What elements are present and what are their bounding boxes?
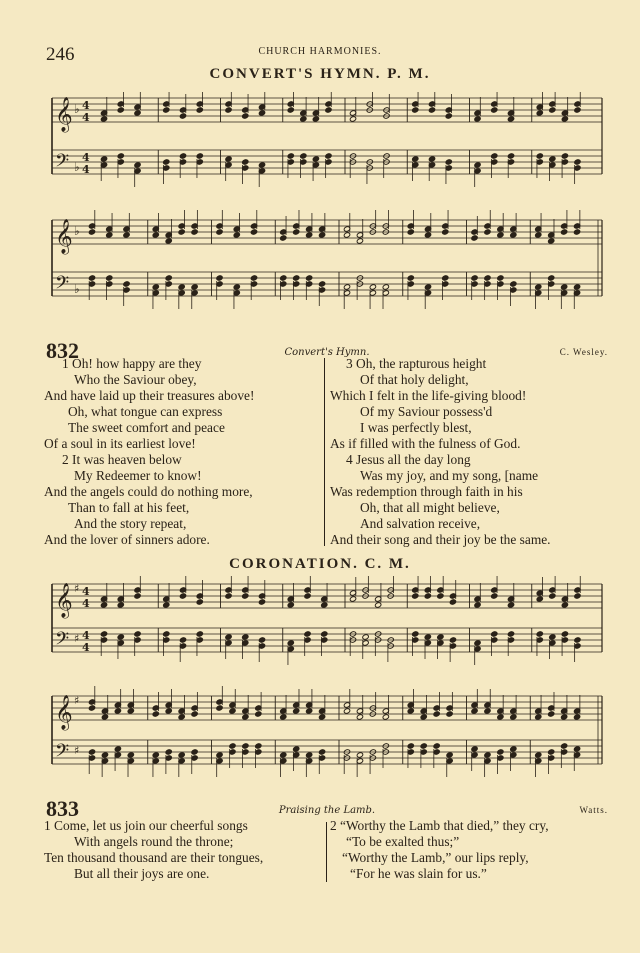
note-head — [242, 159, 249, 165]
note-head — [442, 275, 449, 281]
hymn-number: 833 — [46, 796, 79, 821]
note-head — [471, 746, 478, 752]
note-head — [163, 159, 170, 165]
note-head — [445, 159, 452, 165]
note-head — [196, 107, 203, 113]
note-head — [536, 631, 543, 637]
note-head — [242, 714, 249, 720]
verse-line: Was my joy, and my song, [name — [360, 468, 539, 483]
note-head — [88, 705, 95, 711]
note-head — [428, 107, 435, 113]
hymn-author: Watts. — [579, 805, 608, 815]
music-score-coronation — [46, 576, 608, 786]
note-head — [306, 752, 313, 758]
note-head — [163, 602, 170, 608]
note-head — [179, 593, 186, 599]
time-signature: 4 — [82, 629, 90, 642]
note-head — [179, 153, 186, 159]
note-head — [258, 162, 265, 168]
note-head — [117, 602, 124, 608]
verse-line: And have laid up their treasures above! — [44, 388, 255, 403]
verse-line: And their song and their joy be the same. — [330, 532, 551, 547]
note-head — [242, 634, 249, 640]
note-head — [229, 743, 236, 749]
note-head — [343, 708, 350, 714]
note-head — [484, 752, 491, 758]
note-head — [497, 749, 504, 755]
note-head — [287, 640, 294, 646]
note-head — [497, 275, 504, 281]
note-head — [293, 275, 300, 281]
note-head — [471, 708, 478, 714]
note-head — [165, 749, 172, 755]
verse-line: And the story repeat, — [74, 516, 187, 531]
note-head — [471, 235, 478, 241]
note-head — [255, 711, 262, 717]
note-head — [420, 714, 427, 720]
note-head — [216, 752, 223, 758]
tune-title-coronation: CORONATION. C. M. — [229, 556, 411, 572]
verse-line: The sweet comfort and peace — [68, 420, 225, 435]
note-head — [88, 229, 95, 235]
note-head — [163, 107, 170, 113]
note-head — [100, 631, 107, 637]
verse-line: Oh, that all might believe, — [360, 500, 500, 515]
note-head — [229, 708, 236, 714]
note-head — [178, 752, 185, 758]
note-head — [574, 159, 581, 165]
note-head — [179, 113, 186, 119]
note-head — [178, 714, 185, 720]
note-head — [242, 113, 249, 119]
page-number: 246 — [46, 44, 75, 65]
note-head — [449, 637, 456, 643]
note-head — [535, 714, 542, 720]
note-head — [114, 708, 121, 714]
note-head — [573, 714, 580, 720]
key-sharp: ♯ — [74, 632, 80, 645]
verse-line: Ten thousand thousand are their tongues, — [44, 850, 264, 865]
verse-line: Oh, what tongue can express — [68, 404, 223, 419]
note-head — [356, 238, 363, 244]
hymn-832-right-column — [330, 356, 606, 548]
note-head — [306, 275, 313, 281]
verse-line: Was redemption through faith in his — [330, 484, 523, 499]
note-head — [484, 708, 491, 714]
note-head — [280, 275, 287, 281]
note-head — [573, 746, 580, 752]
note-head — [191, 749, 198, 755]
note-head — [321, 602, 328, 608]
note-head — [424, 634, 431, 640]
note-head — [549, 634, 556, 640]
note-head — [152, 284, 159, 290]
note-head — [407, 708, 414, 714]
note-head — [152, 711, 159, 717]
note-head — [127, 708, 134, 714]
note-head — [165, 708, 172, 714]
note-head — [117, 634, 124, 640]
note-head — [446, 752, 453, 758]
note-head — [280, 714, 287, 720]
note-head — [474, 116, 481, 122]
key-flat: ♭ — [74, 282, 80, 296]
note-head — [349, 596, 356, 602]
note-head — [510, 714, 517, 720]
note-head — [300, 116, 307, 122]
note-head — [484, 229, 491, 235]
bass-clef: 𝄢 — [55, 741, 70, 766]
note-head — [433, 711, 440, 717]
note-head — [491, 631, 498, 637]
note-head — [106, 275, 113, 281]
note-head — [165, 238, 172, 244]
treble-clef: 𝄞 — [55, 219, 73, 254]
note-head — [134, 631, 141, 637]
note-head — [446, 711, 453, 717]
note-head — [474, 640, 481, 646]
music-score-converts-hymn — [46, 92, 608, 334]
note-head — [449, 599, 456, 605]
note-head — [484, 275, 491, 281]
note-head — [225, 156, 232, 162]
note-head — [548, 749, 555, 755]
note-head — [573, 284, 580, 290]
note-head — [343, 232, 350, 238]
note-head — [549, 156, 556, 162]
note-head — [191, 284, 198, 290]
note-head — [196, 599, 203, 605]
note-head — [114, 746, 121, 752]
time-signature: 4 — [82, 99, 90, 112]
verse-line: Of that holy delight, — [360, 372, 469, 387]
note-head — [382, 284, 389, 290]
hymn-author: C. Wesley. — [559, 347, 608, 357]
time-signature: 4 — [82, 641, 90, 654]
note-head — [510, 746, 517, 752]
note-head — [152, 752, 159, 758]
hymn-subtitle: Praising the Lamb. — [278, 805, 376, 816]
note-head — [287, 107, 294, 113]
note-head — [548, 711, 555, 717]
time-signature: 4 — [82, 151, 90, 164]
note-head — [356, 714, 363, 720]
note-head — [225, 107, 232, 113]
verse-line: My Redeemer to know! — [74, 468, 202, 483]
verse-line: Of a soul in its earliest love! — [44, 436, 196, 451]
note-head — [179, 637, 186, 643]
note-head — [100, 602, 107, 608]
note-head — [258, 599, 265, 605]
note-head — [287, 602, 294, 608]
note-head — [178, 229, 185, 235]
note-head — [561, 229, 568, 235]
bass-clef: 𝄢 — [55, 629, 70, 654]
note-head — [442, 229, 449, 235]
note-head — [536, 596, 543, 602]
note-head — [88, 275, 95, 281]
note-head — [535, 752, 542, 758]
note-head — [258, 637, 265, 643]
note-head — [123, 232, 130, 238]
note-head — [250, 275, 257, 281]
note-head — [574, 637, 581, 643]
column-rule — [326, 822, 327, 882]
note-head — [437, 593, 444, 599]
note-head — [293, 229, 300, 235]
note-head — [163, 631, 170, 637]
key-flat: ♭ — [74, 102, 80, 116]
note-head — [507, 116, 514, 122]
note-head — [412, 156, 419, 162]
note-head — [216, 705, 223, 711]
note-head — [216, 275, 223, 281]
note-head — [561, 743, 568, 749]
verse-line: 3 Oh, the rapturous height — [346, 356, 487, 371]
note-head — [127, 752, 134, 758]
note-head — [191, 229, 198, 235]
note-head — [433, 743, 440, 749]
time-signature: 4 — [82, 163, 90, 176]
note-head — [471, 275, 478, 281]
note-head — [88, 749, 95, 755]
note-head — [233, 232, 240, 238]
note-head — [561, 602, 568, 608]
note-head — [507, 631, 514, 637]
note-head — [123, 281, 130, 287]
note-head — [343, 284, 350, 290]
time-signature: 4 — [82, 585, 90, 598]
note-head — [474, 602, 481, 608]
note-head — [280, 752, 287, 758]
note-head — [300, 153, 307, 159]
note-head — [549, 593, 556, 599]
note-head — [510, 281, 517, 287]
verse-line: 1 Come, let us join our cheerful songs — [44, 818, 248, 833]
treble-clef: 𝄞 — [55, 583, 73, 618]
note-head — [412, 107, 419, 113]
hymn-832-left-column — [44, 356, 322, 548]
note-head — [549, 107, 556, 113]
note-head — [369, 284, 376, 290]
note-head — [382, 714, 389, 720]
hymn-833-left-column — [44, 818, 324, 882]
note-head — [412, 631, 419, 637]
treble-clef: 𝄞 — [55, 695, 73, 730]
note-head — [561, 631, 568, 637]
note-head — [318, 232, 325, 238]
note-head — [574, 107, 581, 113]
note-head — [242, 743, 249, 749]
verse-line: “To be exalted thus;” — [346, 834, 460, 849]
note-head — [233, 284, 240, 290]
note-head — [574, 593, 581, 599]
note-head — [491, 107, 498, 113]
note-head — [250, 229, 257, 235]
note-head — [536, 110, 543, 116]
note-head — [474, 162, 481, 168]
key-flat: ♭ — [74, 160, 80, 174]
note-head — [362, 634, 369, 640]
note-head — [225, 634, 232, 640]
note-head — [424, 284, 431, 290]
verse-line: And the lover of sinners adore. — [44, 532, 210, 547]
verse-line: And the angels could do nothing more, — [44, 484, 253, 499]
hymn-subtitle: Convert's Hymn. — [284, 347, 370, 358]
verse-line: And salvation receive, — [360, 516, 481, 531]
note-head — [196, 631, 203, 637]
note-head — [420, 743, 427, 749]
note-head — [491, 593, 498, 599]
note-head — [491, 153, 498, 159]
note-head — [375, 602, 382, 608]
note-head — [312, 116, 319, 122]
note-head — [412, 593, 419, 599]
note-head — [497, 232, 504, 238]
note-head — [318, 749, 325, 755]
verse-line: Which I felt in the life-giving blood! — [330, 388, 527, 403]
note-head — [535, 284, 542, 290]
verse-line: 4 Jesus all the day long — [346, 452, 471, 467]
note-head — [258, 110, 265, 116]
note-head — [561, 153, 568, 159]
note-head — [325, 107, 332, 113]
note-head — [536, 153, 543, 159]
note-head — [100, 156, 107, 162]
column-rule — [324, 358, 325, 546]
note-head — [216, 229, 223, 235]
note-head — [535, 232, 542, 238]
note-head — [573, 229, 580, 235]
note-head — [280, 235, 287, 241]
note-head — [152, 232, 159, 238]
note-head — [407, 275, 414, 281]
verse-line: Than to fall at his feet, — [68, 500, 190, 515]
note-head — [134, 110, 141, 116]
note-head — [304, 593, 311, 599]
note-head — [191, 711, 198, 717]
note-head — [325, 153, 332, 159]
tune-title-converts-hymn: CONVERT'S HYMN. P. M. — [209, 66, 431, 82]
verse-line: As if filled with the fulness of God. — [330, 436, 521, 451]
note-head — [407, 743, 414, 749]
time-signature: 4 — [82, 597, 90, 610]
note-head — [561, 284, 568, 290]
verse-line: 1 Oh! how happy are they — [62, 356, 202, 371]
note-head — [134, 593, 141, 599]
note-head — [510, 232, 517, 238]
note-head — [356, 752, 363, 758]
note-head — [117, 153, 124, 159]
note-head — [318, 281, 325, 287]
note-head — [424, 232, 431, 238]
note-head — [321, 631, 328, 637]
note-head — [101, 714, 108, 720]
key-sharp: ♯ — [74, 694, 80, 707]
note-head — [196, 153, 203, 159]
verse-line: “For he was slain for us.” — [350, 866, 487, 881]
note-head — [349, 116, 356, 122]
note-head — [507, 602, 514, 608]
note-head — [561, 714, 568, 720]
key-flat: ♭ — [74, 224, 80, 238]
note-head — [178, 284, 185, 290]
note-head — [117, 107, 124, 113]
verse-line: Of my Saviour possess'd — [360, 404, 493, 419]
verse-line: 2 It was heaven below — [62, 452, 182, 467]
note-head — [437, 634, 444, 640]
note-head — [106, 232, 113, 238]
note-head — [428, 156, 435, 162]
treble-clef: 𝄞 — [55, 97, 73, 132]
verse-line: “Worthy the Lamb,” our lips reply, — [342, 850, 529, 865]
running-head: CHURCH HARMONIES. — [258, 46, 382, 57]
note-head — [287, 153, 294, 159]
key-sharp: ♯ — [74, 744, 80, 757]
verse-line: Who the Saviour obey, — [74, 372, 197, 387]
verse-line: But all their joys are one. — [74, 866, 210, 881]
note-head — [407, 229, 414, 235]
key-sharp: ♯ — [74, 582, 80, 595]
note-head — [100, 116, 107, 122]
verse-line: I was perfectly blest, — [360, 420, 472, 435]
verse-line: 2 “Worthy the Lamb that died,” they cry, — [330, 818, 549, 833]
verse-line: With angels round the throne; — [74, 834, 234, 849]
note-head — [242, 593, 249, 599]
note-head — [293, 746, 300, 752]
note-head — [507, 153, 514, 159]
note-head — [304, 631, 311, 637]
note-head — [134, 162, 141, 168]
bass-clef: 𝄢 — [55, 273, 70, 298]
note-head — [293, 708, 300, 714]
hymn-833-right-column — [330, 818, 606, 882]
note-head — [497, 714, 504, 720]
note-head — [548, 238, 555, 244]
note-head — [225, 593, 232, 599]
note-head — [101, 752, 108, 758]
note-head — [312, 156, 319, 162]
time-signature: 4 — [82, 111, 90, 124]
note-head — [255, 743, 262, 749]
note-head — [561, 116, 568, 122]
hymn-number: 832 — [46, 338, 79, 363]
bass-clef: 𝄢 — [55, 151, 70, 176]
note-head — [445, 113, 452, 119]
note-head — [548, 275, 555, 281]
note-head — [306, 708, 313, 714]
note-head — [318, 714, 325, 720]
note-head — [424, 593, 431, 599]
note-head — [165, 275, 172, 281]
note-head — [306, 232, 313, 238]
hymn-header-833 — [46, 796, 608, 820]
